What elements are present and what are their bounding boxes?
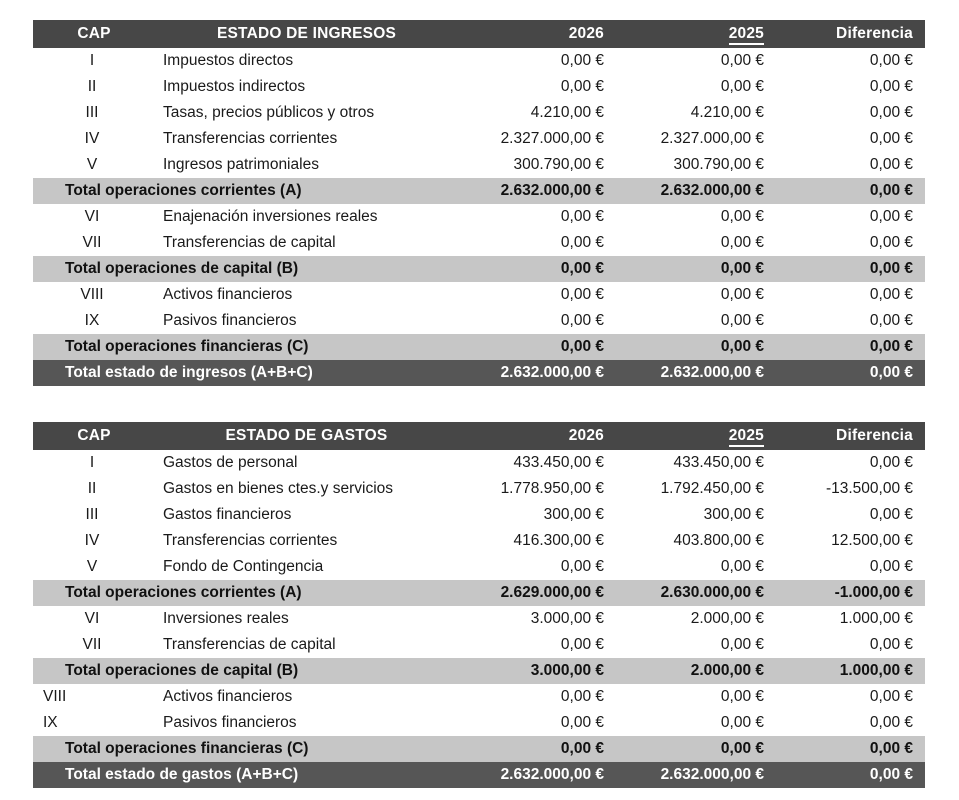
amount-year-current: 2.632.000,00 € (500, 181, 604, 199)
column-header-description: ESTADO DE GASTOS (225, 427, 388, 444)
amount-year-previous: 2.632.000,00 € (660, 181, 764, 199)
amount-difference: 0,00 € (869, 285, 913, 303)
amount-year-previous: 0,00 € (720, 207, 764, 225)
amount-year-current: 4.210,00 € (530, 103, 604, 121)
estado-de-gastos-table (33, 422, 925, 788)
chapter-description: Transferencias de capital (163, 233, 336, 251)
chapter-description: Pasivos financieros (163, 311, 297, 329)
chapter-description: Activos financieros (163, 687, 293, 705)
amount-difference: 0,00 € (869, 181, 913, 199)
amount-year-previous: 0,00 € (720, 713, 764, 731)
column-header-cap: CAP (77, 25, 111, 42)
table-row (33, 74, 925, 100)
column-header-year-current (458, 20, 618, 48)
amount-year-current: 0,00 € (560, 77, 604, 95)
amount-year-current: 0,00 € (560, 557, 604, 575)
chapter-description: Fondo de Contingencia (163, 557, 324, 575)
chapter-description: Enajenación inversiones reales (163, 207, 378, 225)
amount-difference: 0,00 € (869, 687, 913, 705)
amount-difference: 12.500,00 € (831, 531, 913, 549)
grand-total-row (33, 762, 925, 788)
column-header-difference: Diferencia (836, 25, 913, 42)
chapter-number: VIII (43, 687, 67, 705)
amount-year-current: 433.450,00 € (513, 453, 604, 471)
amount-difference: 1.000,00 € (839, 609, 913, 627)
year-current-label: 2026 (568, 427, 604, 444)
chapter-description: Activos financieros (163, 285, 293, 303)
amount-difference: 0,00 € (869, 51, 913, 69)
chapter-description: Gastos en bienes ctes.y servicios (163, 479, 394, 497)
amount-year-current: 0,00 € (560, 687, 604, 705)
amount-difference: 0,00 € (869, 363, 913, 381)
amount-year-current: 0,00 € (560, 51, 604, 69)
amount-difference: 0,00 € (869, 259, 913, 277)
subtotal-row (33, 580, 925, 606)
chapter-description: Inversiones reales (163, 609, 289, 627)
amount-year-previous: 0,00 € (720, 285, 764, 303)
table-row (33, 450, 925, 476)
amount-year-current: 1.778.950,00 € (500, 479, 604, 497)
table-row (33, 100, 925, 126)
chapter-description: Ingresos patrimoniales (163, 155, 319, 173)
table-row (33, 204, 925, 230)
estado-de-gastos-body (33, 450, 925, 788)
chapter-number: VII (82, 233, 102, 251)
grand-total-row (33, 360, 925, 386)
amount-year-current: 0,00 € (560, 713, 604, 731)
column-header-year-previous (618, 20, 778, 48)
amount-year-previous: 0,00 € (720, 51, 764, 69)
amount-year-previous: 0,00 € (720, 77, 764, 95)
chapter-description: Impuestos directos (163, 51, 294, 69)
chapter-description: Transferencias corrientes (163, 129, 338, 147)
table-row (33, 126, 925, 152)
total-label: Total operaciones corrientes (A) (65, 181, 302, 199)
table-row (33, 684, 925, 710)
total-label: Total operaciones financieras (C) (65, 337, 309, 355)
table-header (33, 422, 925, 450)
amount-year-current: 0,00 € (560, 259, 604, 277)
amount-difference: 0,00 € (869, 635, 913, 653)
amount-year-previous: 433.450,00 € (673, 453, 764, 471)
amount-year-current: 300,00 € (543, 505, 604, 523)
chapter-number: IX (84, 311, 100, 329)
chapter-number: V (86, 557, 98, 575)
total-label: Total operaciones financieras (C) (65, 739, 309, 757)
amount-difference: 0,00 € (869, 505, 913, 523)
amount-difference: 0,00 € (869, 337, 913, 355)
amount-year-current: 3.000,00 € (530, 661, 604, 679)
amount-year-previous: 0,00 € (720, 687, 764, 705)
chapter-number: I (89, 51, 95, 69)
chapter-description: Transferencias de capital (163, 635, 336, 653)
amount-difference: 0,00 € (869, 103, 913, 121)
estado-de-ingresos-table (33, 20, 925, 386)
chapter-number: VIII (80, 285, 104, 303)
amount-year-current: 2.629.000,00 € (500, 583, 604, 601)
subtotal-row (33, 736, 925, 762)
chapter-description: Pasivos financieros (163, 713, 297, 731)
table-row (33, 152, 925, 178)
table-row (33, 554, 925, 580)
amount-difference: 0,00 € (869, 311, 913, 329)
chapter-number: VII (82, 635, 102, 653)
chapter-description: Transferencias corrientes (163, 531, 338, 549)
chapter-number: IV (84, 129, 100, 147)
chapter-number: VI (84, 207, 100, 225)
table-row (33, 632, 925, 658)
chapter-number: IX (43, 713, 58, 731)
subtotal-row (33, 256, 925, 282)
total-label: Total estado de ingresos (A+B+C) (65, 363, 313, 381)
amount-year-current: 2.632.000,00 € (500, 363, 604, 381)
chapter-description: Gastos de personal (163, 453, 298, 471)
amount-year-previous: 403.800,00 € (673, 531, 764, 549)
table-row (33, 230, 925, 256)
amount-difference: 0,00 € (869, 453, 913, 471)
amount-difference: 1.000,00 € (839, 661, 913, 679)
amount-year-current: 3.000,00 € (530, 609, 604, 627)
subtotal-row (33, 334, 925, 360)
amount-difference: 0,00 € (869, 765, 913, 783)
chapter-description: Impuestos indirectos (163, 77, 306, 95)
amount-year-previous: 4.210,00 € (690, 103, 764, 121)
column-header-year-current (458, 422, 618, 450)
amount-year-current: 2.632.000,00 € (500, 765, 604, 783)
amount-year-previous: 2.000,00 € (690, 609, 764, 627)
amount-difference: 0,00 € (869, 155, 913, 173)
column-header-year-previous (618, 422, 778, 450)
amount-year-previous: 2.327.000,00 € (660, 129, 764, 147)
table-row (33, 710, 925, 736)
amount-difference: 0,00 € (869, 77, 913, 95)
table-row (33, 528, 925, 554)
column-header-difference: Diferencia (836, 427, 913, 444)
amount-year-previous: 2.632.000,00 € (660, 765, 764, 783)
amount-year-previous: 2.630.000,00 € (660, 583, 764, 601)
amount-difference: 0,00 € (869, 233, 913, 251)
amount-year-current: 0,00 € (560, 233, 604, 251)
column-header-description: ESTADO DE INGRESOS (216, 25, 396, 42)
amount-year-previous: 2.000,00 € (690, 661, 764, 679)
chapter-number: IV (84, 531, 100, 549)
subtotal-row (33, 178, 925, 204)
table-header (33, 20, 925, 48)
header-row (33, 20, 925, 48)
subtotal-row (33, 658, 925, 684)
table-row (33, 308, 925, 334)
amount-year-current: 300.790,00 € (513, 155, 604, 173)
amount-year-current: 0,00 € (560, 207, 604, 225)
chapter-description: Tasas, precios públicos y otros (163, 103, 375, 121)
year-current-label: 2026 (568, 25, 604, 42)
amount-year-current: 0,00 € (560, 337, 604, 355)
table-row (33, 502, 925, 528)
amount-year-previous: 0,00 € (720, 739, 764, 757)
chapter-number: II (87, 77, 97, 95)
chapter-description: Gastos financieros (163, 505, 292, 523)
amount-year-previous: 0,00 € (720, 233, 764, 251)
chapter-number: I (89, 453, 95, 471)
total-label: Total operaciones corrientes (A) (65, 583, 302, 601)
year-previous-label: 2025 (729, 427, 764, 447)
table-row (33, 606, 925, 632)
year-previous-label: 2025 (729, 25, 764, 45)
amount-year-current: 0,00 € (560, 311, 604, 329)
amount-year-current: 2.327.000,00 € (500, 129, 604, 147)
amount-year-previous: 0,00 € (720, 311, 764, 329)
amount-year-previous: 0,00 € (720, 635, 764, 653)
amount-year-previous: 0,00 € (720, 259, 764, 277)
amount-year-previous: 0,00 € (720, 557, 764, 575)
column-header-cap: CAP (77, 427, 111, 444)
chapter-number: V (86, 155, 98, 173)
chapter-number: III (85, 103, 99, 121)
amount-difference: -13.500,00 € (825, 479, 913, 497)
table-row (33, 282, 925, 308)
chapter-number: VI (84, 609, 100, 627)
amount-year-current: 0,00 € (560, 739, 604, 757)
total-label: Total estado de gastos (A+B+C) (65, 765, 299, 783)
amount-year-current: 0,00 € (560, 635, 604, 653)
amount-difference: 0,00 € (869, 713, 913, 731)
total-label: Total operaciones de capital (B) (65, 661, 299, 679)
amount-difference: 0,00 € (869, 739, 913, 757)
amount-difference: 0,00 € (869, 129, 913, 147)
table-row (33, 48, 925, 74)
amount-year-current: 416.300,00 € (513, 531, 604, 549)
header-row (33, 422, 925, 450)
table-row (33, 476, 925, 502)
amount-difference: -1.000,00 € (834, 583, 913, 601)
amount-year-previous: 300.790,00 € (673, 155, 764, 173)
chapter-number: II (87, 479, 97, 497)
amount-year-previous: 300,00 € (703, 505, 764, 523)
amount-difference: 0,00 € (869, 207, 913, 225)
estado-de-ingresos-body (33, 48, 925, 386)
amount-year-previous: 2.632.000,00 € (660, 363, 764, 381)
amount-year-current: 0,00 € (560, 285, 604, 303)
amount-year-previous: 1.792.450,00 € (660, 479, 764, 497)
amount-difference: 0,00 € (869, 557, 913, 575)
amount-year-previous: 0,00 € (720, 337, 764, 355)
total-label: Total operaciones de capital (B) (65, 259, 299, 277)
chapter-number: III (85, 505, 99, 523)
